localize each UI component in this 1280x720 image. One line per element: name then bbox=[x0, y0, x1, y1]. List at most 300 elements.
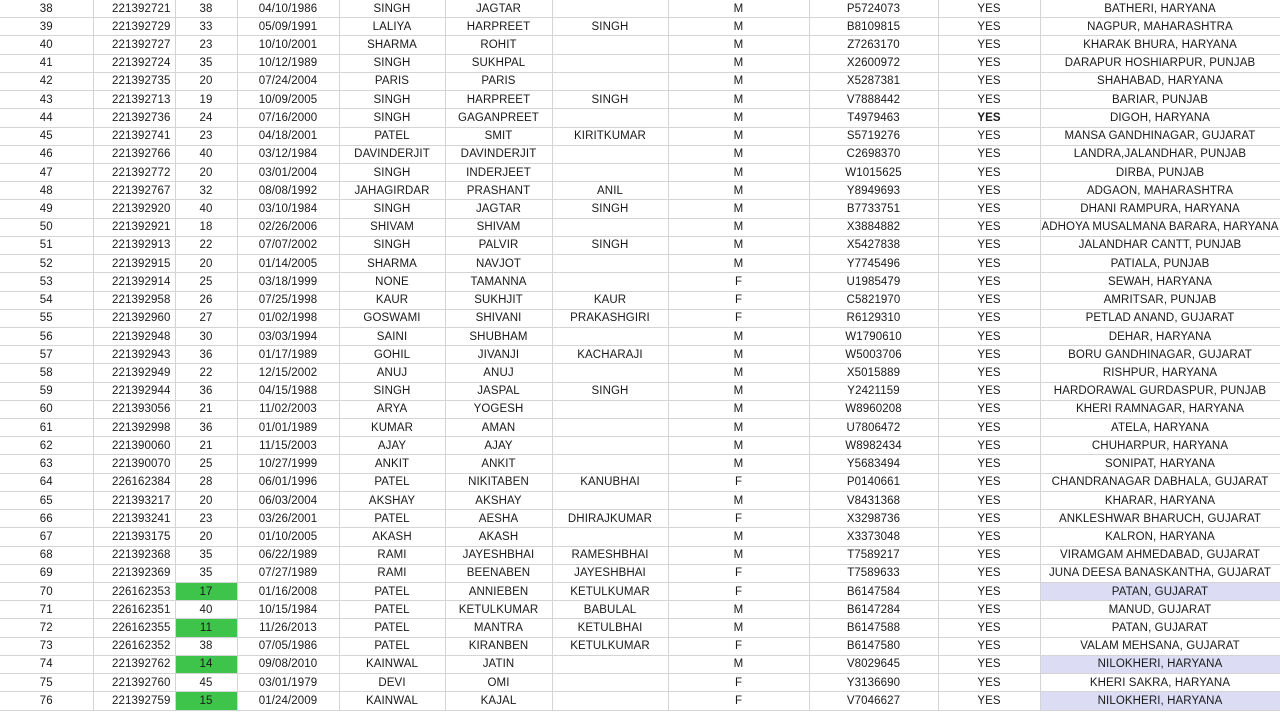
cell-serial-number[interactable]: 75 bbox=[0, 674, 93, 692]
cell-date-of-birth[interactable]: 03/03/1994 bbox=[237, 327, 339, 345]
cell-serial-number[interactable]: 55 bbox=[0, 309, 93, 327]
cell-city[interactable]: KHARAK BHURA, HARYANA bbox=[1040, 36, 1280, 54]
cell-age[interactable]: 36 bbox=[175, 346, 237, 364]
cell-city[interactable]: LANDRA,JALANDHAR, PUNJAB bbox=[1040, 145, 1280, 163]
cell-gender[interactable]: M bbox=[668, 400, 809, 418]
cell-date-of-birth[interactable]: 03/18/1999 bbox=[237, 273, 339, 291]
cell-father-name[interactable] bbox=[552, 327, 668, 345]
cell-age[interactable]: 30 bbox=[175, 327, 237, 345]
cell-serial-number[interactable]: 76 bbox=[0, 692, 93, 710]
cell-surname[interactable]: DAVINDERJIT bbox=[339, 145, 445, 163]
cell-status[interactable]: YES bbox=[938, 218, 1040, 236]
cell-serial-number[interactable]: 53 bbox=[0, 273, 93, 291]
cell-date-of-birth[interactable]: 07/07/2002 bbox=[237, 236, 339, 254]
cell-age[interactable]: 18 bbox=[175, 218, 237, 236]
cell-passport-number[interactable]: R6129310 bbox=[809, 309, 938, 327]
cell-given-name[interactable]: HARPREET bbox=[445, 18, 552, 36]
cell-status[interactable]: YES bbox=[938, 0, 1040, 18]
cell-city[interactable]: SONIPAT, HARYANA bbox=[1040, 455, 1280, 473]
cell-status[interactable]: YES bbox=[938, 327, 1040, 345]
cell-date-of-birth[interactable]: 07/24/2004 bbox=[237, 72, 339, 90]
cell-city[interactable]: KALRON, HARYANA bbox=[1040, 528, 1280, 546]
cell-passport-number[interactable]: W1790610 bbox=[809, 327, 938, 345]
cell-passport-number[interactable]: B6147588 bbox=[809, 619, 938, 637]
cell-surname[interactable]: AJAY bbox=[339, 437, 445, 455]
cell-surname[interactable]: DEVI bbox=[339, 674, 445, 692]
cell-serial-number[interactable]: 70 bbox=[0, 583, 93, 601]
cell-gender[interactable]: M bbox=[668, 255, 809, 273]
cell-status[interactable]: YES bbox=[938, 364, 1040, 382]
cell-surname[interactable]: SHARMA bbox=[339, 255, 445, 273]
cell-city[interactable]: SHAHABAD, HARYANA bbox=[1040, 72, 1280, 90]
cell-surname[interactable]: GOHIL bbox=[339, 346, 445, 364]
cell-gender[interactable]: M bbox=[668, 419, 809, 437]
cell-serial-number[interactable]: 72 bbox=[0, 619, 93, 637]
cell-age[interactable]: 23 bbox=[175, 510, 237, 528]
cell-age[interactable]: 36 bbox=[175, 382, 237, 400]
cell-serial-number[interactable]: 63 bbox=[0, 455, 93, 473]
cell-gender[interactable]: M bbox=[668, 109, 809, 127]
cell-status[interactable]: YES bbox=[938, 473, 1040, 491]
cell-status[interactable]: YES bbox=[938, 273, 1040, 291]
cell-application-id[interactable]: 221392762 bbox=[93, 655, 175, 673]
cell-surname[interactable]: ARYA bbox=[339, 400, 445, 418]
cell-surname[interactable]: ANUJ bbox=[339, 364, 445, 382]
cell-surname[interactable]: KAUR bbox=[339, 291, 445, 309]
cell-status[interactable]: YES bbox=[938, 255, 1040, 273]
cell-father-name[interactable] bbox=[552, 273, 668, 291]
cell-status[interactable]: YES bbox=[938, 528, 1040, 546]
cell-given-name[interactable]: JATIN bbox=[445, 655, 552, 673]
cell-father-name[interactable]: PRAKASHGIRI bbox=[552, 309, 668, 327]
cell-city[interactable]: DIGOH, HARYANA bbox=[1040, 109, 1280, 127]
cell-gender[interactable]: M bbox=[668, 619, 809, 637]
cell-passport-number[interactable]: Y2421159 bbox=[809, 382, 938, 400]
cell-serial-number[interactable]: 66 bbox=[0, 510, 93, 528]
cell-application-id[interactable]: 221392944 bbox=[93, 382, 175, 400]
cell-application-id[interactable]: 221392943 bbox=[93, 346, 175, 364]
cell-gender[interactable]: M bbox=[668, 200, 809, 218]
cell-date-of-birth[interactable]: 11/15/2003 bbox=[237, 437, 339, 455]
cell-age[interactable]: 25 bbox=[175, 273, 237, 291]
cell-gender[interactable]: F bbox=[668, 564, 809, 582]
cell-serial-number[interactable]: 45 bbox=[0, 127, 93, 145]
cell-date-of-birth[interactable]: 07/27/1989 bbox=[237, 564, 339, 582]
cell-given-name[interactable]: JIVANJI bbox=[445, 346, 552, 364]
cell-application-id[interactable]: 221393056 bbox=[93, 400, 175, 418]
cell-application-id[interactable]: 221393241 bbox=[93, 510, 175, 528]
cell-father-name[interactable] bbox=[552, 655, 668, 673]
cell-surname[interactable]: PATEL bbox=[339, 637, 445, 655]
cell-father-name[interactable] bbox=[552, 0, 668, 18]
cell-given-name[interactable]: MANTRA bbox=[445, 619, 552, 637]
cell-application-id[interactable]: 226162355 bbox=[93, 619, 175, 637]
cell-date-of-birth[interactable]: 04/10/1986 bbox=[237, 0, 339, 18]
cell-application-id[interactable]: 221392960 bbox=[93, 309, 175, 327]
cell-given-name[interactable]: AMAN bbox=[445, 419, 552, 437]
cell-surname[interactable]: ANKIT bbox=[339, 455, 445, 473]
cell-surname[interactable]: SINGH bbox=[339, 236, 445, 254]
cell-gender[interactable]: F bbox=[668, 637, 809, 655]
cell-surname[interactable]: PATEL bbox=[339, 601, 445, 619]
cell-passport-number[interactable]: W8960208 bbox=[809, 400, 938, 418]
cell-gender[interactable]: M bbox=[668, 236, 809, 254]
cell-surname[interactable]: SHARMA bbox=[339, 36, 445, 54]
cell-age[interactable]: 45 bbox=[175, 674, 237, 692]
cell-gender[interactable]: M bbox=[668, 0, 809, 18]
cell-application-id[interactable]: 221392736 bbox=[93, 109, 175, 127]
cell-given-name[interactable]: SMIT bbox=[445, 127, 552, 145]
cell-age[interactable]: 35 bbox=[175, 564, 237, 582]
cell-given-name[interactable]: KETULKUMAR bbox=[445, 601, 552, 619]
cell-father-name[interactable] bbox=[552, 491, 668, 509]
cell-given-name[interactable]: SHIVANI bbox=[445, 309, 552, 327]
cell-status[interactable]: YES bbox=[938, 36, 1040, 54]
cell-date-of-birth[interactable]: 06/01/1996 bbox=[237, 473, 339, 491]
cell-surname[interactable]: RAMI bbox=[339, 564, 445, 582]
cell-application-id[interactable]: 221392915 bbox=[93, 255, 175, 273]
cell-application-id[interactable]: 221392369 bbox=[93, 564, 175, 582]
cell-given-name[interactable]: DAVINDERJIT bbox=[445, 145, 552, 163]
cell-surname[interactable]: SINGH bbox=[339, 0, 445, 18]
cell-surname[interactable]: JAHAGIRDAR bbox=[339, 182, 445, 200]
cell-date-of-birth[interactable]: 12/15/2002 bbox=[237, 364, 339, 382]
cell-passport-number[interactable]: Y5683494 bbox=[809, 455, 938, 473]
cell-father-name[interactable]: KAUR bbox=[552, 291, 668, 309]
cell-application-id[interactable]: 221392368 bbox=[93, 546, 175, 564]
cell-age[interactable]: 27 bbox=[175, 309, 237, 327]
cell-date-of-birth[interactable]: 01/14/2005 bbox=[237, 255, 339, 273]
cell-given-name[interactable]: JAGTAR bbox=[445, 200, 552, 218]
cell-given-name[interactable]: AKSHAY bbox=[445, 491, 552, 509]
cell-status[interactable]: YES bbox=[938, 54, 1040, 72]
cell-gender[interactable]: F bbox=[668, 291, 809, 309]
cell-surname[interactable]: PARIS bbox=[339, 72, 445, 90]
cell-passport-number[interactable]: T7589633 bbox=[809, 564, 938, 582]
cell-father-name[interactable] bbox=[552, 419, 668, 437]
cell-passport-number[interactable]: W5003706 bbox=[809, 346, 938, 364]
cell-status[interactable]: YES bbox=[938, 109, 1040, 127]
cell-father-name[interactable]: ANIL bbox=[552, 182, 668, 200]
cell-gender[interactable]: M bbox=[668, 601, 809, 619]
cell-city[interactable]: ADHOYA MUSALMANA BARARA, HARYANA bbox=[1040, 218, 1280, 236]
cell-age[interactable]: 14 bbox=[175, 655, 237, 673]
cell-father-name[interactable]: SINGH bbox=[552, 382, 668, 400]
cell-age[interactable]: 33 bbox=[175, 18, 237, 36]
cell-date-of-birth[interactable]: 01/02/1998 bbox=[237, 309, 339, 327]
cell-given-name[interactable]: SUKHJIT bbox=[445, 291, 552, 309]
cell-age[interactable]: 22 bbox=[175, 236, 237, 254]
cell-passport-number[interactable]: U7806472 bbox=[809, 419, 938, 437]
cell-passport-number[interactable]: X3298736 bbox=[809, 510, 938, 528]
cell-date-of-birth[interactable]: 06/03/2004 bbox=[237, 491, 339, 509]
cell-gender[interactable]: F bbox=[668, 674, 809, 692]
cell-date-of-birth[interactable]: 07/16/2000 bbox=[237, 109, 339, 127]
cell-city[interactable]: DHANI RAMPURA, HARYANA bbox=[1040, 200, 1280, 218]
cell-city[interactable]: BARIAR, PUNJAB bbox=[1040, 91, 1280, 109]
cell-application-id[interactable]: 221390070 bbox=[93, 455, 175, 473]
cell-passport-number[interactable]: X2600972 bbox=[809, 54, 938, 72]
cell-application-id[interactable]: 226162384 bbox=[93, 473, 175, 491]
cell-age[interactable]: 25 bbox=[175, 455, 237, 473]
cell-passport-number[interactable]: X5015889 bbox=[809, 364, 938, 382]
cell-date-of-birth[interactable]: 10/10/2001 bbox=[237, 36, 339, 54]
cell-date-of-birth[interactable]: 03/12/1984 bbox=[237, 145, 339, 163]
cell-status[interactable]: YES bbox=[938, 127, 1040, 145]
cell-status[interactable]: YES bbox=[938, 546, 1040, 564]
cell-serial-number[interactable]: 41 bbox=[0, 54, 93, 72]
cell-date-of-birth[interactable]: 01/17/1989 bbox=[237, 346, 339, 364]
cell-city[interactable]: DEHAR, HARYANA bbox=[1040, 327, 1280, 345]
cell-father-name[interactable] bbox=[552, 163, 668, 181]
cell-age[interactable]: 32 bbox=[175, 182, 237, 200]
cell-serial-number[interactable]: 43 bbox=[0, 91, 93, 109]
cell-age[interactable]: 22 bbox=[175, 364, 237, 382]
cell-gender[interactable]: M bbox=[668, 364, 809, 382]
cell-date-of-birth[interactable]: 01/01/1989 bbox=[237, 419, 339, 437]
cell-passport-number[interactable]: Y7745496 bbox=[809, 255, 938, 273]
cell-father-name[interactable] bbox=[552, 36, 668, 54]
cell-passport-number[interactable]: P0140661 bbox=[809, 473, 938, 491]
cell-father-name[interactable] bbox=[552, 54, 668, 72]
cell-status[interactable]: YES bbox=[938, 145, 1040, 163]
cell-application-id[interactable]: 221392914 bbox=[93, 273, 175, 291]
cell-status[interactable]: YES bbox=[938, 236, 1040, 254]
cell-given-name[interactable]: ANKIT bbox=[445, 455, 552, 473]
cell-passport-number[interactable]: C2698370 bbox=[809, 145, 938, 163]
cell-father-name[interactable]: KETULKUMAR bbox=[552, 583, 668, 601]
cell-given-name[interactable]: SUKHPAL bbox=[445, 54, 552, 72]
cell-age[interactable]: 38 bbox=[175, 637, 237, 655]
cell-city[interactable]: VALAM MEHSANA, GUJARAT bbox=[1040, 637, 1280, 655]
cell-surname[interactable]: SAINI bbox=[339, 327, 445, 345]
cell-city[interactable]: KHARAR, HARYANA bbox=[1040, 491, 1280, 509]
cell-passport-number[interactable]: V8431368 bbox=[809, 491, 938, 509]
cell-gender[interactable]: M bbox=[668, 218, 809, 236]
cell-serial-number[interactable]: 48 bbox=[0, 182, 93, 200]
cell-serial-number[interactable]: 69 bbox=[0, 564, 93, 582]
cell-serial-number[interactable]: 57 bbox=[0, 346, 93, 364]
cell-serial-number[interactable]: 46 bbox=[0, 145, 93, 163]
cell-given-name[interactable]: PRASHANT bbox=[445, 182, 552, 200]
cell-application-id[interactable]: 221392735 bbox=[93, 72, 175, 90]
cell-passport-number[interactable]: Y3136690 bbox=[809, 674, 938, 692]
cell-gender[interactable]: F bbox=[668, 473, 809, 491]
cell-serial-number[interactable]: 64 bbox=[0, 473, 93, 491]
cell-city[interactable]: ANKLESHWAR BHARUCH, GUJARAT bbox=[1040, 510, 1280, 528]
cell-age[interactable]: 11 bbox=[175, 619, 237, 637]
cell-given-name[interactable]: BEENABEN bbox=[445, 564, 552, 582]
cell-city[interactable]: NAGPUR, MAHARASHTRA bbox=[1040, 18, 1280, 36]
cell-age[interactable]: 40 bbox=[175, 200, 237, 218]
cell-gender[interactable]: M bbox=[668, 145, 809, 163]
cell-father-name[interactable] bbox=[552, 455, 668, 473]
cell-age[interactable]: 35 bbox=[175, 54, 237, 72]
cell-application-id[interactable]: 221392727 bbox=[93, 36, 175, 54]
cell-status[interactable]: YES bbox=[938, 692, 1040, 710]
cell-gender[interactable]: F bbox=[668, 583, 809, 601]
cell-given-name[interactable]: HARPREET bbox=[445, 91, 552, 109]
cell-age[interactable]: 20 bbox=[175, 255, 237, 273]
cell-surname[interactable]: PATEL bbox=[339, 619, 445, 637]
cell-age[interactable]: 15 bbox=[175, 692, 237, 710]
cell-gender[interactable]: M bbox=[668, 655, 809, 673]
cell-date-of-birth[interactable]: 03/26/2001 bbox=[237, 510, 339, 528]
cell-city[interactable]: DARAPUR HOSHIARPUR, PUNJAB bbox=[1040, 54, 1280, 72]
cell-date-of-birth[interactable]: 04/18/2001 bbox=[237, 127, 339, 145]
cell-gender[interactable]: M bbox=[668, 72, 809, 90]
cell-date-of-birth[interactable]: 09/08/2010 bbox=[237, 655, 339, 673]
cell-city[interactable]: NILOKHERI, HARYANA bbox=[1040, 692, 1280, 710]
cell-city[interactable]: BATHERI, HARYANA bbox=[1040, 0, 1280, 18]
cell-father-name[interactable]: SINGH bbox=[552, 236, 668, 254]
cell-given-name[interactable]: NIKITABEN bbox=[445, 473, 552, 491]
cell-city[interactable]: KHERI RAMNAGAR, HARYANA bbox=[1040, 400, 1280, 418]
cell-serial-number[interactable]: 49 bbox=[0, 200, 93, 218]
cell-city[interactable]: AMRITSAR, PUNJAB bbox=[1040, 291, 1280, 309]
cell-age[interactable]: 28 bbox=[175, 473, 237, 491]
cell-age[interactable]: 20 bbox=[175, 491, 237, 509]
cell-age[interactable]: 20 bbox=[175, 528, 237, 546]
cell-date-of-birth[interactable]: 10/27/1999 bbox=[237, 455, 339, 473]
cell-status[interactable]: YES bbox=[938, 455, 1040, 473]
cell-gender[interactable]: M bbox=[668, 127, 809, 145]
cell-status[interactable]: YES bbox=[938, 72, 1040, 90]
cell-gender[interactable]: M bbox=[668, 437, 809, 455]
cell-gender[interactable]: M bbox=[668, 36, 809, 54]
cell-status[interactable]: YES bbox=[938, 437, 1040, 455]
cell-application-id[interactable]: 221392724 bbox=[93, 54, 175, 72]
cell-age[interactable]: 26 bbox=[175, 291, 237, 309]
cell-passport-number[interactable]: W1015625 bbox=[809, 163, 938, 181]
cell-gender[interactable]: F bbox=[668, 692, 809, 710]
cell-serial-number[interactable]: 62 bbox=[0, 437, 93, 455]
cell-surname[interactable]: PATEL bbox=[339, 510, 445, 528]
cell-given-name[interactable]: JAYESHBHAI bbox=[445, 546, 552, 564]
cell-father-name[interactable]: SINGH bbox=[552, 18, 668, 36]
cell-surname[interactable]: KAINWAL bbox=[339, 655, 445, 673]
cell-gender[interactable]: F bbox=[668, 273, 809, 291]
cell-city[interactable]: KHERI SAKRA, HARYANA bbox=[1040, 674, 1280, 692]
cell-city[interactable]: PATAN, GUJARAT bbox=[1040, 619, 1280, 637]
cell-application-id[interactable]: 221392759 bbox=[93, 692, 175, 710]
cell-given-name[interactable]: OMI bbox=[445, 674, 552, 692]
cell-city[interactable]: VIRAMGAM AHMEDABAD, GUJARAT bbox=[1040, 546, 1280, 564]
cell-application-id[interactable]: 221392713 bbox=[93, 91, 175, 109]
cell-date-of-birth[interactable]: 03/01/1979 bbox=[237, 674, 339, 692]
cell-passport-number[interactable]: V8029645 bbox=[809, 655, 938, 673]
cell-passport-number[interactable]: B8109815 bbox=[809, 18, 938, 36]
cell-city[interactable]: HARDORAWAL GURDASPUR, PUNJAB bbox=[1040, 382, 1280, 400]
cell-surname[interactable]: SINGH bbox=[339, 382, 445, 400]
cell-given-name[interactable]: AESHA bbox=[445, 510, 552, 528]
cell-age[interactable]: 23 bbox=[175, 127, 237, 145]
cell-surname[interactable]: PATEL bbox=[339, 473, 445, 491]
cell-given-name[interactable]: GAGANPREET bbox=[445, 109, 552, 127]
cell-father-name[interactable] bbox=[552, 255, 668, 273]
cell-status[interactable]: YES bbox=[938, 18, 1040, 36]
cell-date-of-birth[interactable]: 04/15/1988 bbox=[237, 382, 339, 400]
cell-city[interactable]: ATELA, HARYANA bbox=[1040, 419, 1280, 437]
cell-father-name[interactable]: JAYESHBHAI bbox=[552, 564, 668, 582]
cell-given-name[interactable]: KIRANBEN bbox=[445, 637, 552, 655]
cell-surname[interactable]: NONE bbox=[339, 273, 445, 291]
cell-given-name[interactable]: ROHIT bbox=[445, 36, 552, 54]
cell-status[interactable]: YES bbox=[938, 163, 1040, 181]
cell-father-name[interactable]: RAMESHBHAI bbox=[552, 546, 668, 564]
cell-gender[interactable]: M bbox=[668, 91, 809, 109]
cell-city[interactable]: JUNA DEESA BANASKANTHA, GUJARAT bbox=[1040, 564, 1280, 582]
cell-application-id[interactable]: 221392920 bbox=[93, 200, 175, 218]
cell-age[interactable]: 35 bbox=[175, 546, 237, 564]
cell-surname[interactable]: KUMAR bbox=[339, 419, 445, 437]
cell-gender[interactable]: F bbox=[668, 309, 809, 327]
cell-city[interactable]: RISHPUR, HARYANA bbox=[1040, 364, 1280, 382]
cell-given-name[interactable]: AKASH bbox=[445, 528, 552, 546]
cell-father-name[interactable]: KANUBHAI bbox=[552, 473, 668, 491]
cell-date-of-birth[interactable]: 03/10/1984 bbox=[237, 200, 339, 218]
cell-application-id[interactable]: 221392958 bbox=[93, 291, 175, 309]
cell-serial-number[interactable]: 56 bbox=[0, 327, 93, 345]
cell-date-of-birth[interactable]: 01/24/2009 bbox=[237, 692, 339, 710]
cell-age[interactable]: 20 bbox=[175, 72, 237, 90]
cell-surname[interactable]: SINGH bbox=[339, 91, 445, 109]
cell-serial-number[interactable]: 59 bbox=[0, 382, 93, 400]
cell-age[interactable]: 40 bbox=[175, 601, 237, 619]
cell-age[interactable]: 40 bbox=[175, 145, 237, 163]
cell-father-name[interactable] bbox=[552, 145, 668, 163]
cell-date-of-birth[interactable]: 11/02/2003 bbox=[237, 400, 339, 418]
cell-status[interactable]: YES bbox=[938, 91, 1040, 109]
cell-status[interactable]: YES bbox=[938, 400, 1040, 418]
cell-passport-number[interactable]: X5287381 bbox=[809, 72, 938, 90]
cell-city[interactable]: JALANDHAR CANTT, PUNJAB bbox=[1040, 236, 1280, 254]
cell-passport-number[interactable]: V7046627 bbox=[809, 692, 938, 710]
cell-application-id[interactable]: 221392766 bbox=[93, 145, 175, 163]
cell-passport-number[interactable]: U1985479 bbox=[809, 273, 938, 291]
cell-serial-number[interactable]: 40 bbox=[0, 36, 93, 54]
cell-city[interactable]: BORU GANDHINAGAR, GUJARAT bbox=[1040, 346, 1280, 364]
cell-application-id[interactable]: 226162353 bbox=[93, 583, 175, 601]
cell-father-name[interactable]: DHIRAJKUMAR bbox=[552, 510, 668, 528]
cell-surname[interactable]: PATEL bbox=[339, 583, 445, 601]
cell-date-of-birth[interactable]: 11/26/2013 bbox=[237, 619, 339, 637]
cell-city[interactable]: CHUHARPUR, HARYANA bbox=[1040, 437, 1280, 455]
cell-passport-number[interactable]: X5427838 bbox=[809, 236, 938, 254]
cell-surname[interactable]: SINGH bbox=[339, 200, 445, 218]
cell-father-name[interactable] bbox=[552, 72, 668, 90]
cell-city[interactable]: PATIALA, PUNJAB bbox=[1040, 255, 1280, 273]
cell-date-of-birth[interactable]: 01/16/2008 bbox=[237, 583, 339, 601]
cell-given-name[interactable]: JAGTAR bbox=[445, 0, 552, 18]
cell-given-name[interactable]: ANUJ bbox=[445, 364, 552, 382]
cell-application-id[interactable]: 221392998 bbox=[93, 419, 175, 437]
cell-status[interactable]: YES bbox=[938, 510, 1040, 528]
cell-serial-number[interactable]: 38 bbox=[0, 0, 93, 18]
cell-status[interactable]: YES bbox=[938, 674, 1040, 692]
cell-application-id[interactable]: 221390060 bbox=[93, 437, 175, 455]
cell-father-name[interactable] bbox=[552, 692, 668, 710]
cell-application-id[interactable]: 226162351 bbox=[93, 601, 175, 619]
cell-date-of-birth[interactable]: 06/22/1989 bbox=[237, 546, 339, 564]
cell-father-name[interactable] bbox=[552, 437, 668, 455]
cell-father-name[interactable]: KIRITKUMAR bbox=[552, 127, 668, 145]
cell-city[interactable]: PETLAD ANAND, GUJARAT bbox=[1040, 309, 1280, 327]
cell-age[interactable]: 23 bbox=[175, 36, 237, 54]
cell-serial-number[interactable]: 50 bbox=[0, 218, 93, 236]
cell-status[interactable]: YES bbox=[938, 182, 1040, 200]
cell-serial-number[interactable]: 74 bbox=[0, 655, 93, 673]
